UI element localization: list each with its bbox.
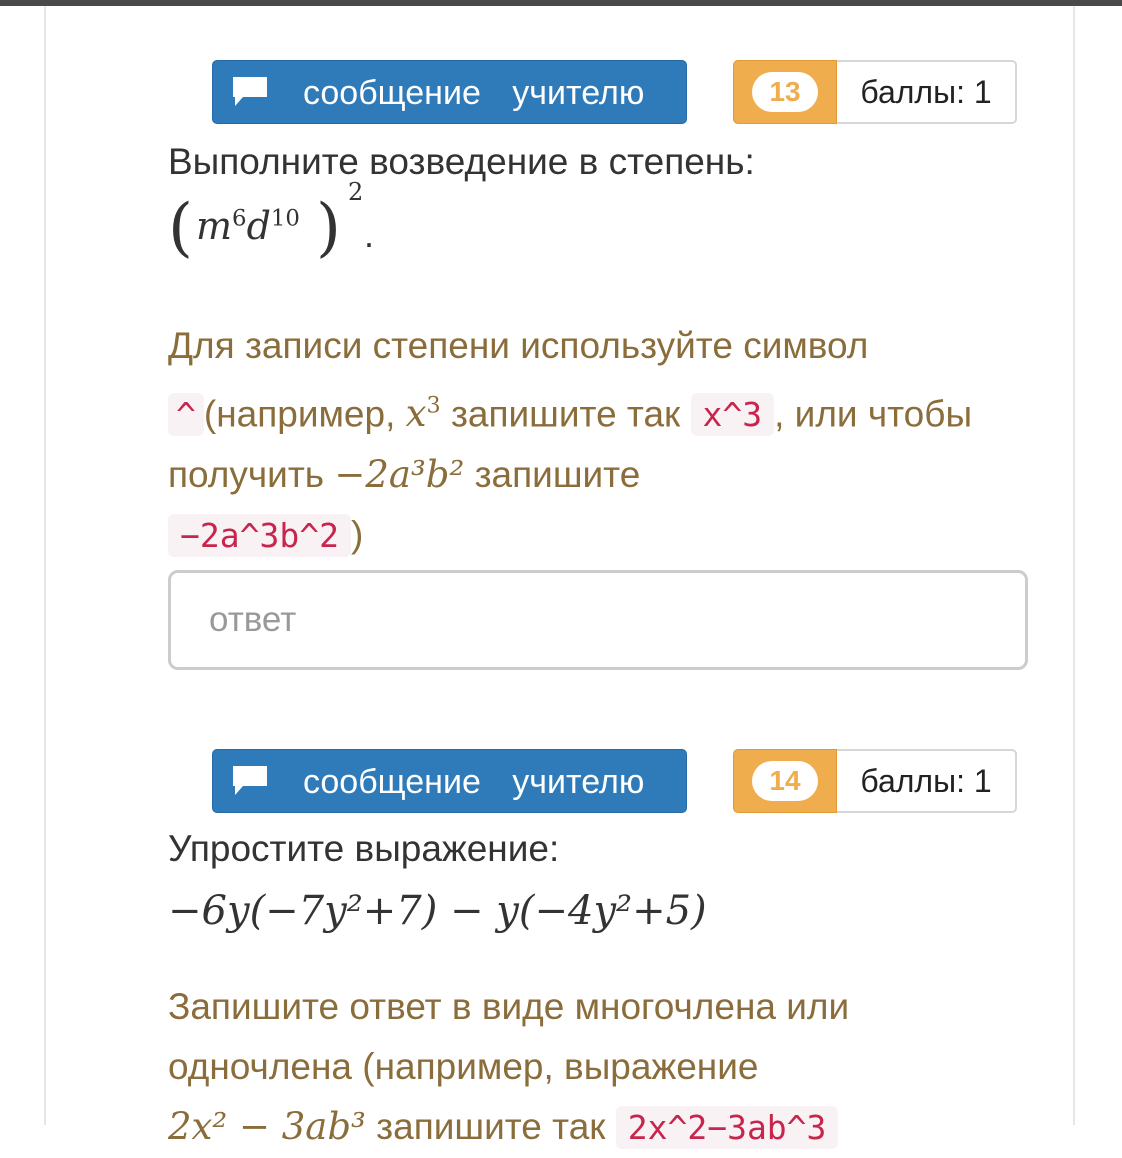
close-paren: )	[316, 191, 341, 265]
task-badge-group	[733, 749, 1017, 813]
hint-text: Для записи степени используйте символ ^ (например, $x^3$ запишите так x^3 , или чтобы получить −2a³b² запишите −2a^3b^2 )	[168, 325, 973, 556]
score-label: баллы: 1	[837, 60, 1017, 124]
task-number: 13	[752, 72, 818, 112]
math-expression	[168, 178, 1028, 278]
message-teacher-button[interactable]	[212, 749, 687, 813]
example-code-2: −2a^3b^2	[168, 514, 351, 557]
speech-bubble-icon	[231, 75, 269, 109]
caret-code: ^	[168, 393, 204, 436]
expression-base: $m^6d^{10}$	[196, 204, 300, 248]
task-header	[168, 60, 1028, 126]
example-math-2: −2a³b²	[334, 453, 465, 497]
top-bar	[0, 0, 1122, 6]
answer-input[interactable]	[168, 570, 1028, 670]
math-expression: −6y(−7y²+7) − y(−4y²+5)	[168, 888, 707, 934]
example-code-1: x^3	[691, 393, 775, 436]
task-number-badge	[733, 60, 837, 124]
task-header	[168, 749, 1028, 815]
task-number: 14	[752, 761, 818, 801]
message-teacher-button[interactable]	[212, 60, 687, 124]
task-13	[168, 60, 1028, 670]
example-math: 2x² − 3ab³	[168, 1105, 366, 1148]
score-label: баллы: 1	[837, 749, 1017, 813]
question-text: Упростите выражение:	[168, 828, 560, 869]
task-14	[168, 749, 1028, 1158]
outer-exponent: 2	[348, 178, 364, 206]
content-frame-left	[44, 6, 46, 1125]
task-number-badge	[733, 749, 837, 813]
task-badge-group	[733, 60, 1017, 124]
question-text: Выполните возведение в степень:	[168, 141, 755, 182]
message-teacher-label: сообщение учителю	[303, 74, 645, 112]
message-teacher-label: сообщение учителю	[303, 763, 645, 801]
example-power: $x^3$	[405, 392, 441, 436]
content-frame-right	[1073, 6, 1075, 1125]
speech-bubble-icon	[231, 764, 269, 798]
expression-period: .	[364, 214, 375, 255]
hint-text: Запишите ответ в виде многочлена или одночлена (например, выражение 2x² − 3ab³ запишите так 2x^2−3ab^3	[168, 986, 850, 1148]
example-code: 2x^2−3ab^3	[616, 1106, 839, 1149]
open-paren: (	[168, 191, 193, 265]
